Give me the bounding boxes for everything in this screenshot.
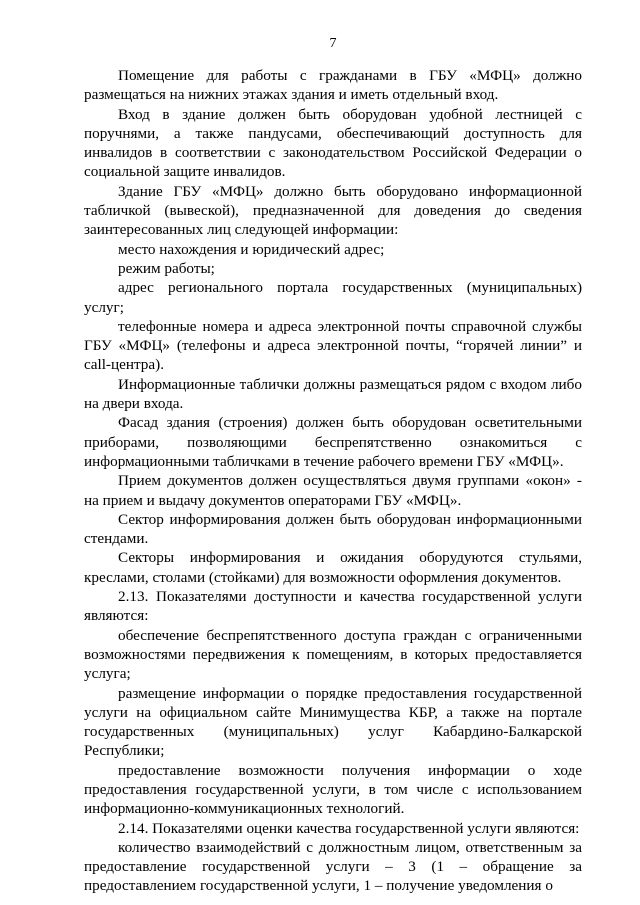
list-item-progress-info: предоставление возможности получения информации о ходе предоставления государственной услуги, в том числе с использованием информационно-коммуникационных технологий. bbox=[84, 761, 582, 818]
section-2-14-heading: 2.14. Показателями оценки качества государственной услуги являются: bbox=[118, 819, 580, 837]
paragraph-signs-placement: Информационные таблички должны размещаться рядом с входом либо на двери входа. bbox=[84, 375, 582, 413]
paragraph-info-sector: Сектор информирования должен быть оборудован информационными стендами. bbox=[84, 510, 582, 548]
paragraph-premises: Помещение для работы с гражданами в ГБУ «МФЦ» должно размещаться на нижних этажах здания и иметь отдельный вход. bbox=[84, 67, 582, 104]
paragraph-entrance: Вход в здание должен быть оборудован удобной лестницей с поручнями, а также пандусами, обеспечивающий доступность для инвалидов в соответствии с законодательством Российской Федерации о социальной защите инвалидов. bbox=[84, 105, 582, 181]
document-body bbox=[84, 66, 582, 896]
page-number: 7 bbox=[329, 36, 337, 51]
list-item-access: обеспечение беспрепятственного доступа граждан с ограниченными возможностями передвижения к помещениям, в которых предоставляется услуга; bbox=[84, 626, 582, 683]
paragraph-waiting-sector: Секторы информирования и ожидания оборудуются стульями, креслами, столами (стойками) для возможности оформления документов. bbox=[84, 549, 582, 586]
list-item-portal: адрес регионального портала государственных (муниципальных) услуг; bbox=[84, 279, 582, 316]
section-2-13-heading: 2.13. Показателями доступности и качества государственной услуги являются: bbox=[84, 588, 582, 625]
list-item-phones: телефонные номера и адреса электронной почты справочной службы ГБУ «МФЦ» (телефоны и адреса электронной почты, “горячей линии” и call-центра). bbox=[84, 317, 582, 374]
list-item-address: место нахождения и юридический адрес; bbox=[118, 240, 385, 258]
list-item-schedule: режим работы; bbox=[118, 259, 215, 277]
paragraph-signboard: Здание ГБУ «МФЦ» должно быть оборудовано информационной табличкой (вывеской), предназначенной для доведения до сведения заинтересованных лиц следующей информации: bbox=[84, 182, 582, 239]
paragraph-reception: Прием документов должен осуществляться двумя группами «окон» - на прием и выдачу документов операторами ГБУ «МФЦ». bbox=[84, 472, 582, 509]
list-item-website: размещение информации о порядке предоставления государственной услуги на официальном сайте Минимущества КБР, а также на портале государственных (муниципальных) услуг Кабардино-Балкарской Республики; bbox=[84, 684, 582, 760]
paragraph-facade: Фасад здания (строения) должен быть оборудован осветительными приборами, позволяющими беспрепятственно ознакомиться с информационными табличками в течение рабочего времени ГБУ «МФЦ». bbox=[84, 414, 582, 470]
list-item-interactions: количество взаимодействий с должностным лицом, ответственным за предоставление государственной услуги – 3 (1 – обращение за предоставлением государственной услуги, 1 – получение уведомления о bbox=[84, 838, 582, 895]
